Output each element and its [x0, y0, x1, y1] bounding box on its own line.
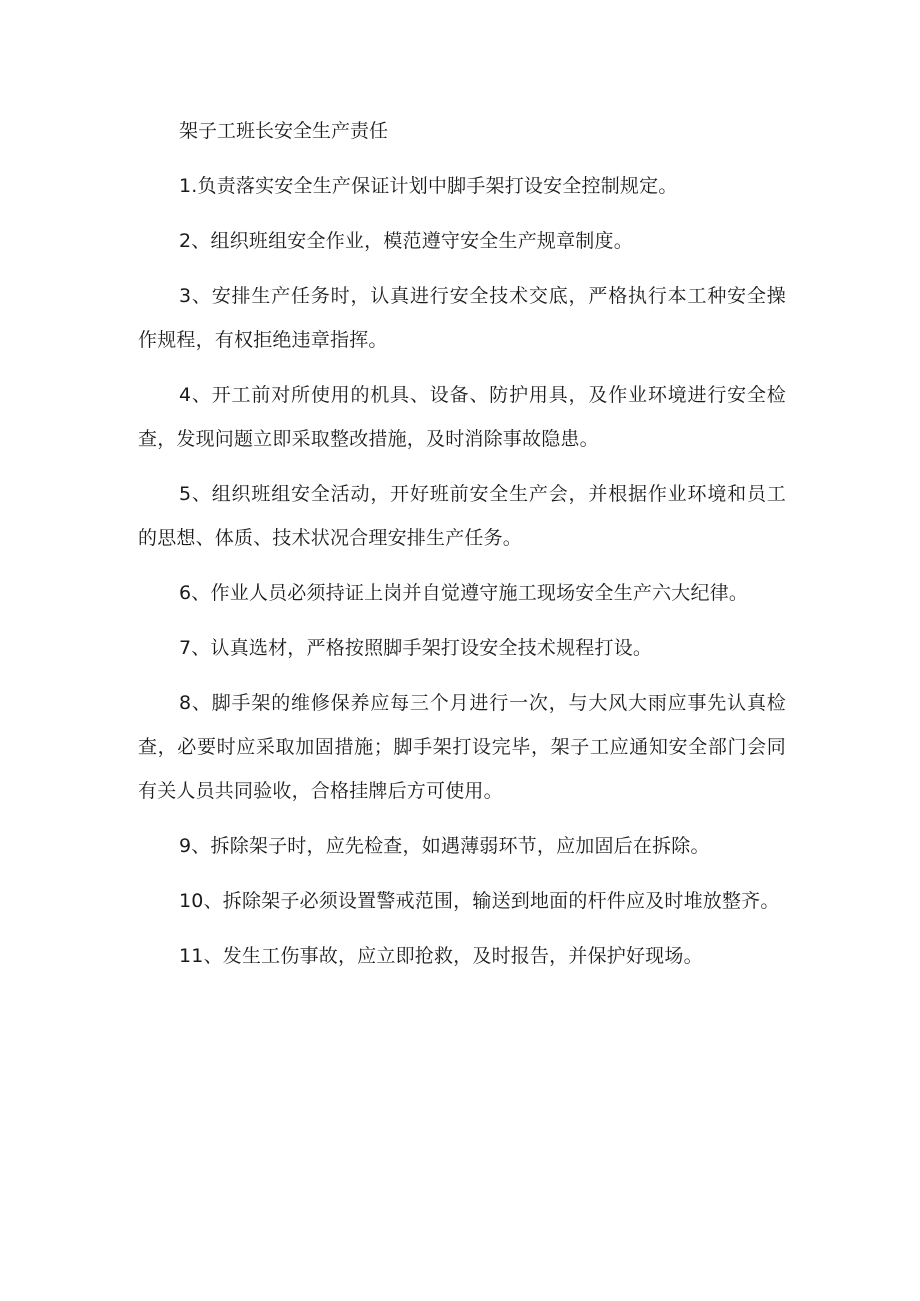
responsibility-list	[138, 164, 786, 989]
list-item: 1.负责落实安全生产保证计划中脚手架打设安全控制规定。	[179, 175, 678, 197]
list-item: 9、拆除架子时，应先检查，如遇薄弱环节，应加固后在拆除。	[179, 835, 710, 857]
list-item: 11、发生工伤事故，应立即抢救，及时报告，并保护好现场。	[179, 945, 703, 967]
list-item: 10、拆除架子必须设置警戒范围，输送到地面的杆件应及时堆放整齐。	[179, 890, 780, 912]
document-title: 架子工班长安全生产责任	[179, 120, 389, 142]
list-item: 2、组织班组安全作业，模范遵守安全生产规章制度。	[179, 230, 633, 252]
list-item: 7、认真选材，严格按照脚手架打设安全技术规程打设。	[179, 637, 653, 659]
list-item: 4、开工前对所使用的机具、设备、防护用具，及作业环境进行安全检查，发现问题立即采取整改措施，及时消除事故隐患。	[138, 384, 786, 450]
list-item: 5、组织班组安全活动，开好班前安全生产会，并根据作业环境和员工的思想、体质、技术状况合理安排生产任务。	[138, 483, 786, 549]
list-item: 3、安排生产任务时，认真进行安全技术交底，严格执行本工种安全操作规程，有权拒绝违章指挥。	[138, 285, 786, 351]
list-item: 6、作业人员必须持证上岗并自觉遵守施工现场安全生产六大纪律。	[179, 582, 749, 604]
list-item: 8、脚手架的维修保养应每三个月进行一次，与大风大雨应事先认真检查，必要时应采取加固措施；脚手架打设完毕，架子工应通知安全部门会同有关人员共同验收，合格挂牌后方可使用。	[138, 692, 786, 802]
